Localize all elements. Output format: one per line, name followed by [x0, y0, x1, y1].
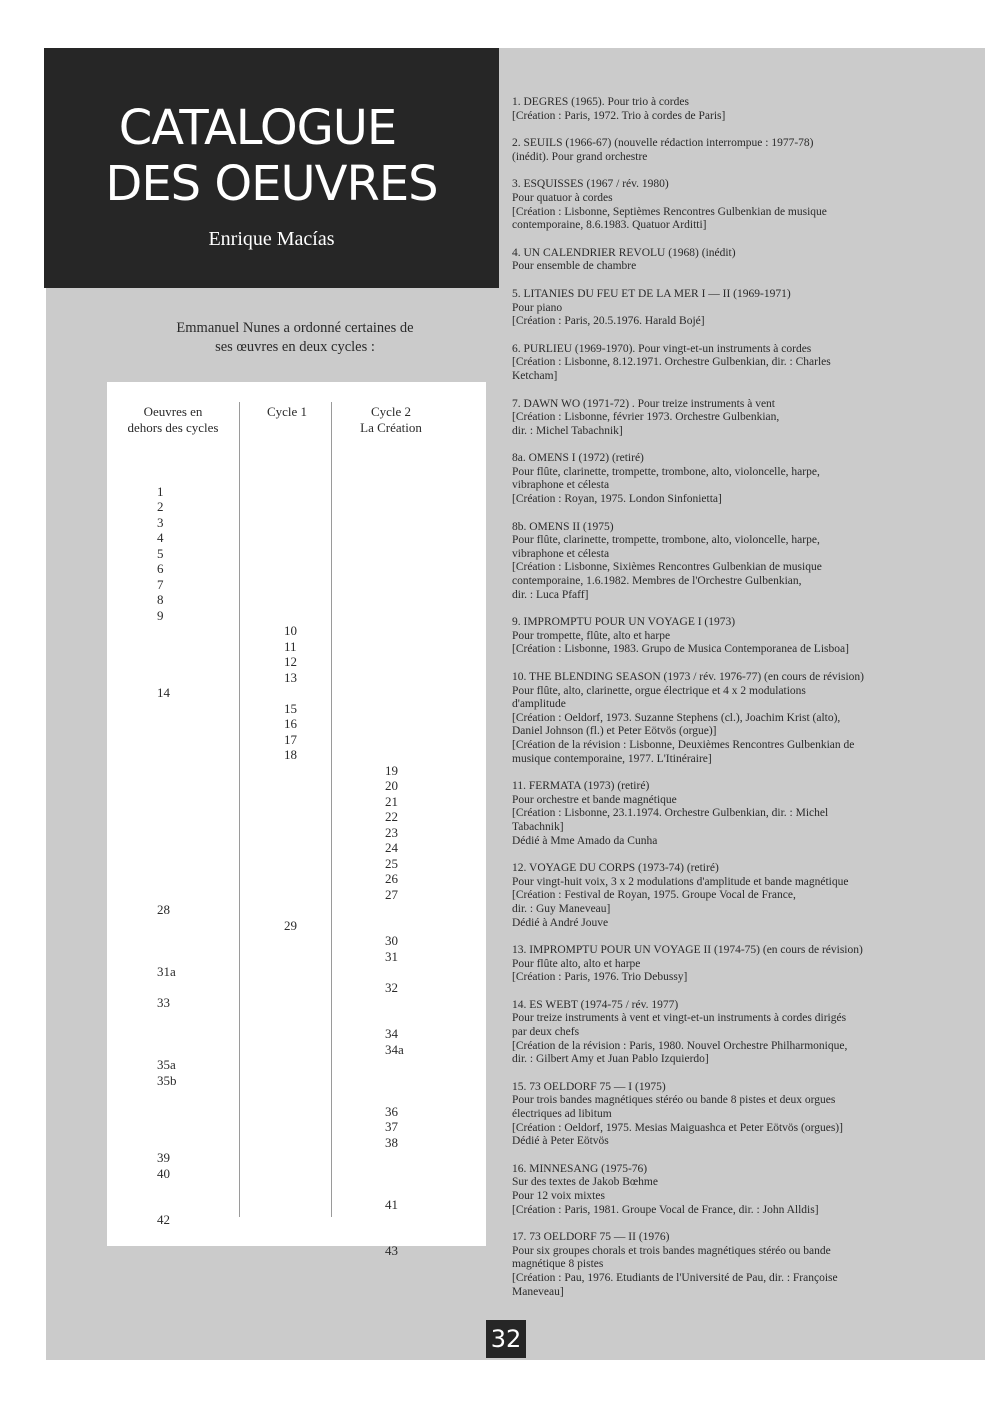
table-cell [385, 577, 404, 593]
work-line: [Création : Lisbonne, février 1973. Orchestre Gulbenkian, [512, 411, 780, 424]
work-line: Pour vingt-huit voix, 3 x 2 modulations d'amplitude et bande magnétique [512, 875, 849, 888]
table-cell [284, 887, 297, 903]
table-cell: 34a [385, 1041, 404, 1057]
intro-line: ses œuvres en deux cycles : [215, 339, 375, 355]
header-line: Cycle 2 [370, 404, 412, 419]
table-cell [157, 1243, 177, 1259]
table-cell: 22 [385, 809, 398, 824]
work-line: 6. PURLIEU (1969-1970). Pour vingt-et-un instruments à cordes [512, 342, 812, 355]
table-cell [385, 670, 404, 686]
work-line: Tabachnik] [512, 820, 564, 833]
table-cell [157, 732, 177, 748]
table-cell [284, 840, 297, 856]
work-line: contemporaine, 8.6.1983. Quatuor Arditti] [512, 219, 707, 232]
table-cell: 15 [284, 700, 297, 716]
work-entry [512, 1163, 912, 1217]
table-cell [385, 1166, 404, 1182]
work-line: [Création : Paris, 1976. Trio Debussy] [512, 971, 688, 984]
table-cell: 40 [157, 1165, 170, 1181]
header-line: dehors des cycles [127, 420, 219, 435]
table-cell [157, 1011, 177, 1027]
table-cell [385, 499, 404, 515]
table-cell [385, 747, 404, 763]
work-line: 15. 73 OELDORF 75 — I (1975) [512, 1080, 666, 1093]
table-cell [157, 1135, 177, 1151]
table-cell [385, 995, 404, 1011]
table-cell [284, 1011, 297, 1027]
table-cell [284, 515, 297, 531]
work-line: Daniel Johnson (fl.) et Peter Eötvös (orgue)] [512, 725, 717, 738]
work-entry [512, 96, 912, 123]
table-cell [284, 1104, 297, 1120]
work-line: [Création : Lisbonne, Sixièmes Rencontres Gulbenkian de musique [512, 561, 822, 574]
work-line: 3. ESQUISSES (1967 / rév. 1980) [512, 178, 669, 191]
table-cell [385, 530, 404, 546]
work-line: [Création : Pau, 1976. Etudiants de l'Université de Pau, dir. : Françoise [512, 1271, 838, 1284]
table-cell: 39 [157, 1150, 170, 1165]
work-line: Dédié à André Jouve [512, 916, 609, 929]
work-entry [512, 1081, 912, 1149]
table-cell [157, 840, 177, 856]
work-line: [Création : Paris, 1972. Trio à cordes de Paris] [512, 109, 726, 122]
table-cell: 9 [157, 607, 164, 623]
table-cell [157, 639, 177, 655]
work-line: [Création de la révision : Lisbonne, Deuxièmes Rencontres Gulbenkian de [512, 738, 855, 751]
table-cell: 21 [385, 793, 398, 809]
catalogue-title-line1: CATALOGUE [118, 100, 397, 156]
table-cell [157, 1088, 177, 1104]
table-cell [385, 484, 404, 500]
work-line: [Création : Lisbonne, 8.12.1971. Orchestre Gulbenkian, dir. : Charles [512, 356, 831, 369]
table-cell: 42 [157, 1212, 170, 1227]
table-cell [284, 964, 297, 980]
catalogue-title-line2: DES OEUVRES [105, 156, 438, 212]
table-cell: 14 [157, 685, 170, 700]
work-line: 13. IMPROMPTU POUR UN VOYAGE II (1974-75) (en cours de révision) [512, 944, 863, 957]
table-cell [284, 1119, 297, 1135]
outside-cycles-column [157, 468, 177, 1259]
table-cell [284, 1042, 297, 1058]
work-entry [512, 137, 912, 164]
table-cell [284, 856, 297, 872]
table-cell [284, 1026, 297, 1042]
work-entry [512, 780, 912, 848]
cycle2-column [385, 468, 404, 1259]
table-cell [284, 685, 297, 701]
work-entry [512, 521, 912, 603]
table-cell [284, 995, 297, 1011]
table-cell [157, 701, 177, 717]
work-line: musique contemporaine, 1977. L'Itinéraire] [512, 752, 712, 765]
table-cell [157, 856, 177, 872]
work-line: Pour flûte, alto, clarinette, orgue électrique et 4 x 2 modulations [512, 684, 806, 697]
table-cell [284, 561, 297, 577]
work-line: Dédié à Peter Eötvös [512, 1135, 609, 1148]
work-line: Pour flûte alto, alto et harpe [512, 957, 641, 970]
table-cell [385, 1011, 404, 1027]
work-line: Pour quatuor à cordes [512, 191, 613, 204]
table-cell: 25 [385, 855, 398, 871]
table-cell [284, 468, 297, 484]
author-name: Enrique Macías [208, 228, 335, 250]
table-cell: 23 [385, 824, 398, 840]
table-cell [284, 794, 297, 810]
table-cell: 28 [157, 902, 170, 917]
table-cell: 26 [385, 871, 398, 886]
work-line: Sur des textes de Jakob Bœhme [512, 1176, 658, 1189]
table-cell: 19 [385, 762, 398, 778]
table-cell [385, 1073, 404, 1089]
table-cell: 43 [385, 1243, 398, 1258]
table-cell [284, 778, 297, 794]
table-cell [385, 1181, 404, 1197]
table-cell [385, 1088, 404, 1104]
table-cell [284, 1243, 297, 1259]
table-cell: 12 [284, 654, 297, 669]
work-line: Pour ensemble de chambre [512, 260, 637, 273]
work-line: dir. : Guy Maneveau] [512, 902, 611, 915]
table-cell: 35a [157, 1057, 176, 1072]
table-cell [284, 530, 297, 546]
work-entry [512, 178, 912, 232]
table-cell: 5 [157, 545, 164, 561]
work-line: 17. 73 OELDORF 75 — II (1976) [512, 1231, 670, 1244]
table-cell: 24 [385, 840, 398, 855]
table-cell [284, 949, 297, 965]
work-entry [512, 616, 912, 657]
table-cell [157, 933, 177, 949]
work-line: vibraphone et célesta [512, 547, 610, 560]
title-block [44, 48, 499, 288]
table-cell [284, 499, 297, 515]
table-cell: 36 [385, 1103, 398, 1119]
work-line: [Création : Oeldorf, 1973. Suzanne Stephens (cl.), Joachim Krist (alto), [512, 711, 841, 724]
table-cell [284, 1073, 297, 1089]
work-line: 16. MINNESANG (1975-76) [512, 1162, 648, 1175]
work-line: 2. SEUILS (1966-67) (nouvelle rédaction interrompue : 1977-78) [512, 137, 814, 150]
table-cell [157, 623, 177, 639]
table-cell [284, 1228, 297, 1244]
table-cell: 11 [284, 638, 297, 654]
table-cell [284, 871, 297, 887]
table-cell [157, 1042, 177, 1058]
cycle1-column [284, 468, 297, 1259]
work-entry [512, 247, 912, 274]
table-cell [284, 577, 297, 593]
table-cell [284, 592, 297, 608]
table-cell [157, 716, 177, 732]
table-cell: 8 [157, 592, 164, 607]
table-cell: 4 [157, 530, 164, 545]
table-cell [385, 964, 404, 980]
work-line: [Création : Oeldorf, 1975. Mesias Maiguashca et Peter Eötvös (orgues)] [512, 1121, 843, 1134]
table-cell: 18 [284, 747, 297, 762]
table-cell: 6 [157, 561, 164, 576]
table-cell: 10 [284, 623, 297, 638]
work-line: Pour piano [512, 301, 563, 314]
work-line: 8b. OMENS II (1975) [512, 520, 614, 533]
work-line: Maneveau] [512, 1285, 564, 1298]
work-line: [Création : Paris, 20.5.1976. Harald Bojé] [512, 315, 705, 328]
table-cell: 16 [284, 716, 297, 731]
work-line: [Création de la révision : Paris, 1980. Nouvel Orchestre Philharmonique, [512, 1039, 848, 1052]
table-cell [284, 484, 297, 500]
table-cell [385, 561, 404, 577]
header-line: La Création [360, 420, 422, 435]
work-entry [512, 288, 912, 329]
work-line: Pour flûte, clarinette, trompette, trombone, alto, violoncelle, harpe, [512, 534, 820, 547]
work-line: 4. UN CALENDRIER REVOLU (1968) (inédit) [512, 246, 736, 259]
column-header-outside-cycles [107, 404, 239, 436]
work-line: 10. THE BLENDING SEASON (1973 / rév. 1976-77) (en cours de révision) [512, 671, 864, 683]
work-line: Pour treize instruments à vent et vingt-et-un instruments à cordes dirigés [512, 1012, 847, 1025]
table-cell: 38 [385, 1134, 398, 1150]
table-cell [157, 980, 177, 996]
work-line: 14. ES WEBT (1974-75 / rév. 1977) [512, 998, 679, 1011]
table-cell [385, 608, 404, 624]
table-cell: 37 [385, 1119, 398, 1134]
table-cell [284, 809, 297, 825]
table-cell [284, 1166, 297, 1182]
table-cell [385, 732, 404, 748]
column-header-cycle1 [242, 404, 332, 420]
table-cell: 27 [385, 886, 398, 902]
work-line: magnétique 8 pistes [512, 1258, 604, 1271]
work-entry [512, 671, 912, 766]
work-line: Pour trois bandes magnétiques stéréo ou bande 8 pistes et deux orgues [512, 1094, 836, 1107]
table-cell [157, 825, 177, 841]
work-line: [Création : Lisbonne, 23.1.1974. Orchestre Gulbenkian, dir. : Michel [512, 807, 829, 820]
work-line: 11. FERMATA (1973) (retiré) [512, 780, 650, 793]
table-cell: 34 [385, 1026, 398, 1041]
work-line: Pour flûte, clarinette, trompette, trombone, alto, violoncelle, harpe, [512, 465, 820, 478]
work-line: [Création : Festival de Royan, 1975. Groupe Vocal de France, [512, 889, 796, 902]
table-cell [157, 887, 177, 903]
table-cell [157, 1181, 177, 1197]
header-line: Oeuvres en [143, 404, 203, 419]
work-line: [Création : Lisbonne, 1983. Grupo de Musica Contemporanea de Lisboa] [512, 643, 849, 656]
cycles-table [107, 382, 486, 1258]
table-cell: 33 [157, 995, 170, 1010]
table-cell: 2 [157, 499, 164, 514]
table-cell: 35b [157, 1072, 177, 1088]
table-cell [157, 1104, 177, 1120]
table-cell [157, 949, 177, 965]
work-line: Pour six groupes chorals et trois bandes magnétiques stéréo ou bande [512, 1244, 831, 1257]
table-cell: 1 [157, 483, 164, 499]
table-cell [284, 902, 297, 918]
header-line: Cycle 1 [266, 404, 308, 419]
column-divider [239, 402, 240, 1217]
table-cell [385, 654, 404, 670]
table-cell: 7 [157, 576, 164, 592]
table-cell: 20 [385, 778, 398, 793]
work-line: Pour 12 voix mixtes [512, 1190, 605, 1202]
table-cell [284, 1088, 297, 1104]
intro-text [110, 319, 480, 357]
table-cell [157, 1119, 177, 1135]
table-cell [385, 685, 404, 701]
work-line: Ketcham] [512, 369, 558, 382]
work-line: 7. DAWN WO (1971-72) . Pour treize instruments à vent [512, 397, 775, 410]
work-entry [512, 452, 912, 506]
work-line: 1. DEGRES (1965). Pour trio à cordes [512, 96, 689, 108]
table-cell: 32 [385, 979, 398, 995]
table-cell [157, 468, 177, 484]
table-cell [385, 1228, 404, 1244]
work-line: dir. : Gilbert Amy et Juan Pablo Izquierdo] [512, 1053, 709, 1066]
work-line: contemporaine, 1.6.1982. Membres de l'Orchestre Gulbenkian, [512, 575, 802, 588]
table-cell [157, 794, 177, 810]
table-cell [284, 1150, 297, 1166]
table-cell [157, 1197, 177, 1213]
work-entry [512, 999, 912, 1067]
table-cell [284, 1197, 297, 1213]
work-line: dir. : Luca Pfaff] [512, 588, 589, 601]
table-cell [284, 546, 297, 562]
table-cell [385, 515, 404, 531]
table-cell [157, 809, 177, 825]
table-cell [284, 608, 297, 624]
work-line: Pour orchestre et bande magnétique [512, 793, 677, 806]
work-line: Dédié à Mme Amado da Cunha [512, 834, 658, 847]
work-line: [Création : Royan, 1975. London Sinfonietta] [512, 493, 722, 506]
table-cell [385, 468, 404, 484]
table-cell [157, 654, 177, 670]
work-line: par deux chefs [512, 1026, 580, 1039]
table-cell [284, 1212, 297, 1228]
table-cell [385, 902, 404, 918]
work-entry [512, 862, 912, 930]
work-line: (inédit). Pour grand orchestre [512, 150, 648, 163]
table-cell: 17 [284, 731, 297, 747]
work-entry [512, 1231, 912, 1299]
table-cell [157, 763, 177, 779]
table-cell [385, 1150, 404, 1166]
work-line: [Création : Lisbonne, Septièmes Rencontres Gulbenkian de musique [512, 205, 827, 218]
table-cell: 41 [385, 1196, 398, 1212]
table-cell: 31 [385, 948, 398, 964]
work-line: électriques ad libitum [512, 1108, 612, 1121]
work-line: vibraphone et célesta [512, 479, 610, 492]
table-cell [157, 670, 177, 686]
table-cell [284, 1057, 297, 1073]
column-header-cycle2 [335, 404, 447, 436]
page-number: 32 [486, 1320, 526, 1358]
table-cell [284, 933, 297, 949]
work-line: dir. : Michel Tabachnik] [512, 424, 623, 437]
work-line: [Création : Paris, 1981. Groupe Vocal de France, dir. : John Alldis] [512, 1203, 819, 1216]
table-cell: 30 [385, 933, 398, 948]
work-line: 9. IMPROMPTU POUR UN VOYAGE I (1973) [512, 616, 736, 629]
table-cell [284, 1135, 297, 1151]
table-cell [157, 778, 177, 794]
column-divider [331, 402, 332, 1217]
table-cell [385, 623, 404, 639]
work-line: Pour trompette, flûte, alto et harpe [512, 629, 671, 642]
table-cell [157, 1026, 177, 1042]
table-cell [284, 825, 297, 841]
intro-line: Emmanuel Nunes a ordonné certaines de [176, 320, 414, 336]
table-cell [157, 1228, 177, 1244]
table-cell [385, 701, 404, 717]
work-line: 5. LITANIES DU FEU ET DE LA MER I — II (1969-1971) [512, 287, 791, 300]
table-cell [157, 918, 177, 934]
work-line: 12. VOYAGE DU CORPS (1973-74) (retiré) [512, 862, 719, 875]
work-line: 8a. OMENS I (1972) (retiré) [512, 452, 644, 465]
work-entry [512, 343, 912, 384]
work-line: d'amplitude [512, 698, 566, 711]
table-cell [385, 592, 404, 608]
table-cell: 13 [284, 669, 297, 685]
table-cell [284, 763, 297, 779]
table-cell [385, 546, 404, 562]
work-entry [512, 398, 912, 439]
work-entry [512, 944, 912, 985]
table-cell [284, 980, 297, 996]
table-cell [385, 918, 404, 934]
table-cell [385, 1212, 404, 1228]
table-cell: 29 [284, 917, 297, 933]
table-cell [157, 747, 177, 763]
table-cell [157, 871, 177, 887]
table-cell [385, 1057, 404, 1073]
table-cell: 31a [157, 964, 176, 979]
table-cell [284, 1181, 297, 1197]
table-cell: 3 [157, 514, 164, 530]
table-cell [385, 639, 404, 655]
works-list [512, 96, 912, 1313]
table-cell [385, 716, 404, 732]
